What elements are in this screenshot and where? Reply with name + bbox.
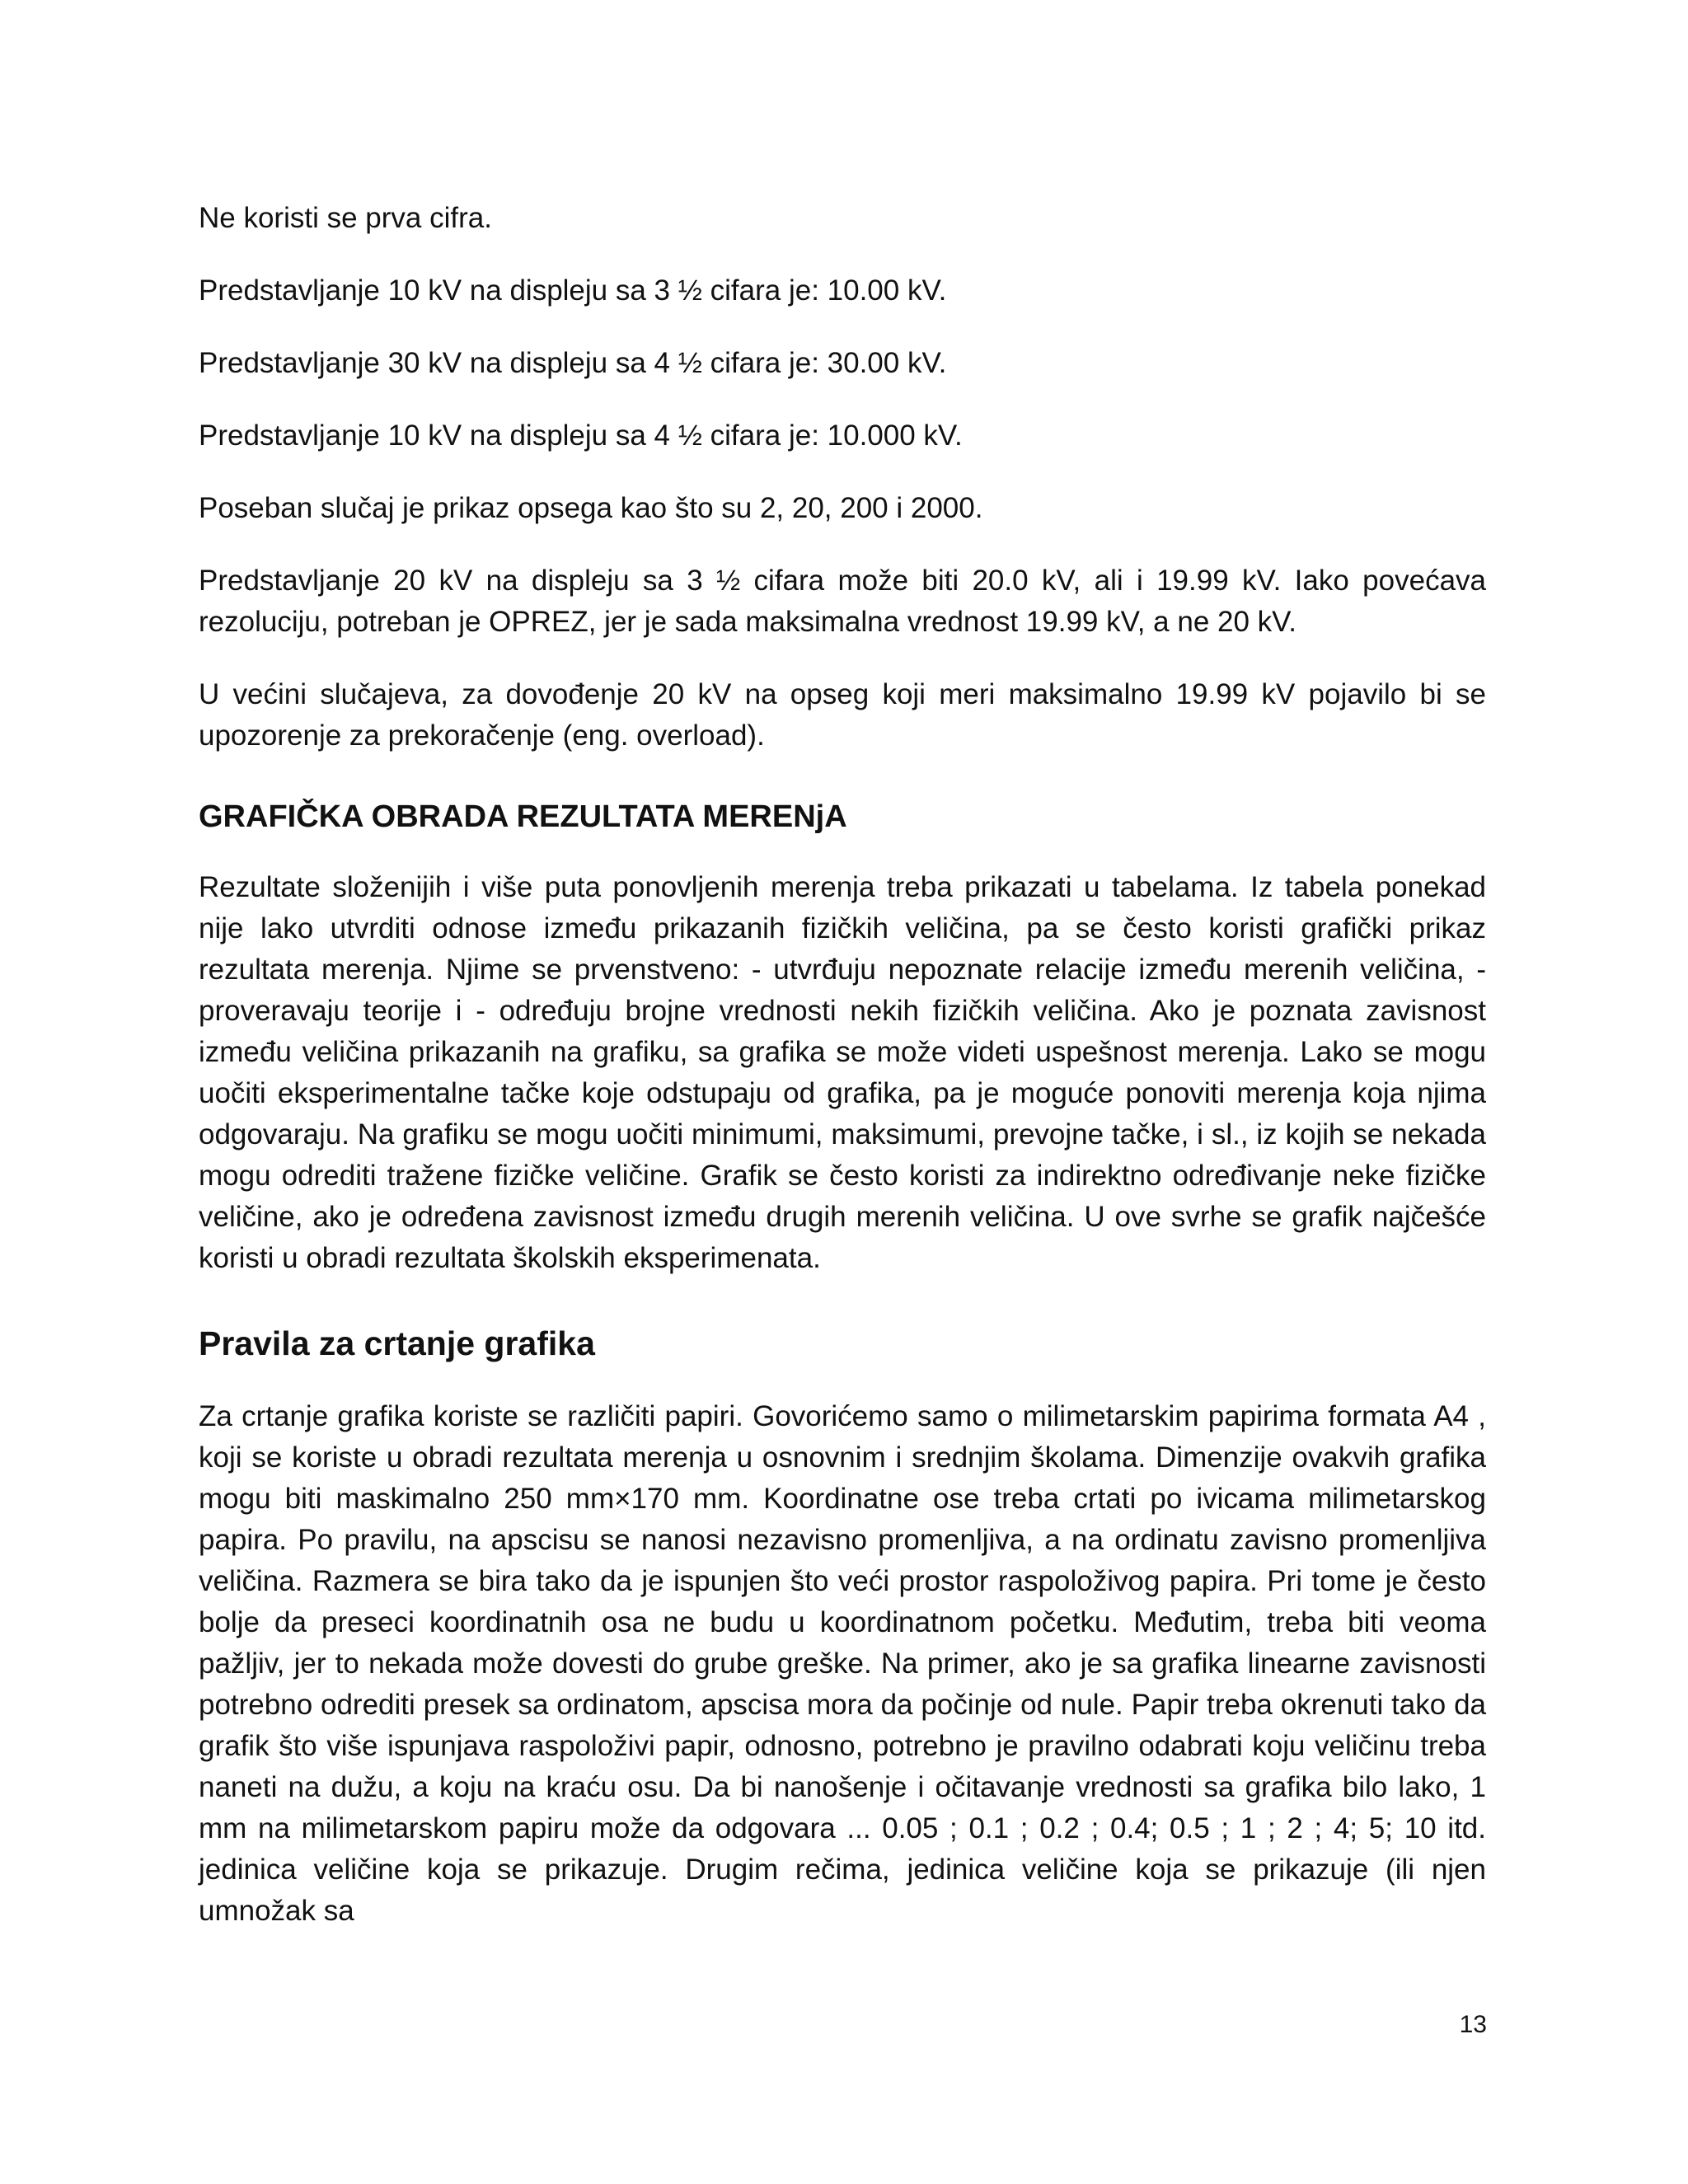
document-page [199, 198, 1486, 1963]
paragraph-30kv-4half: Predstavljanje 30 kV na displeju sa 4 ½ cifara je: 30.00 kV. [199, 347, 947, 379]
paragraph-overload: U većini slučajeva, za dovođenje 20 kV na opseg koji meri maksimalno 19.99 kV pojavilo bi se upozorenje za prekoračenje (eng. overload). [199, 678, 1486, 752]
paragraph-drawing-rules: Za crtanje grafika koriste se različiti papiri. Govorićemo samo o milimetarskim papirima formata A4 , koji se koriste u obradi rezultata merenja u osnovnim i srednjim školama. Dimenzije ovakvih grafika mogu biti maskimalno 250 mm×170 mm. Koordinatne ose treba crtati po ivicama milimetarskog papira. Po pravilu, na apscisu se nanosi nezavisno promenljiva, a na ordinatu zavisno promenljiva veličina. Razmera se bira tako da je ispunjen što veći prostor raspoloživog papira. Pri tome je često bolje da preseci koordinatnih osa ne budu u koordinatnom početku. Međutim, treba biti veoma pažljiv, jer to nekada može dovesti do grube greške. Na primer, ako je sa grafika linearne zavisnosti potrebno odrediti presek sa ordinatom, apscisa mora da počinje od nule. Papir treba okrenuti tako da grafik što više ispunjava raspoloživi papir, odnosno, potrebno je pravilno odabrati koju veličinu treba naneti na dužu, a koju na kraću osu. Da bi nanošenje i očitavanje vrednosti sa grafika bilo lako, 1 mm na milimetarskom papiru može da odgovara ... 0.05 ; 0.1 ; 0.2 ; 0.4; 0.5 ; 1 ; 2 ; 4; 5; 10 itd. jedinica veličine koja se prikazuje. Drugim rečima, jedinica veličine koja se prikazuje (ili njen umnožak sa [199, 1400, 1486, 1927]
paragraph-10kv-3half: Predstavljanje 10 kV na displeju sa 3 ½ cifara je: 10.00 kV. [199, 274, 947, 307]
paragraph-10kv-4half: Predstavljanje 10 kV na displeju sa 4 ½ cifara je: 10.000 kV. [199, 419, 963, 452]
paragraph-graphical-processing: Rezultate složenijih i više puta ponovljenih merenja treba prikazati u tabelama. Iz tabela ponekad nije lako utvrditi odnose između prikazanih fizičkih veličina, pa se često koristi grafički prikaz rezultata merenja. Njime se prvenstveno: - utvrđuju nepoznate relacije između merenih veličina, - proveravaju teorije i - određuju brojne vrednosti nekih fizičkih veličina. Ako je poznata zavisnost između veličina prikazanih na grafiku, sa grafika se može videti uspešnost merenja. Lako se mogu uočiti eksperimentalne tačke koje odstupaju od grafika, pa je moguće ponoviti merenja koja njima odgovaraju. Na grafiku se mogu uočiti minimumi, maksimumi, prevojne tačke, i sl., iz kojih se nekada mogu odrediti tražene fizičke veličine. Grafik se često koristi za indirektno određivanje neke fizičke veličine, ako je određena zavisnost između drugih merenih veličina. U ove svrhe se grafik najčešće koristi u obradi rezultata školskih eksperimenata. [199, 871, 1486, 1274]
page-number: 13 [1459, 2011, 1487, 2038]
section-heading-graphical-processing: GRAFIČKA OBRADA REZULTATA MERENjA [199, 799, 847, 834]
paragraph-first-digit: Ne koristi se prva cifra. [199, 202, 492, 234]
paragraph-20kv-caution: Predstavljanje 20 kV na displeju sa 3 ½ cifara može biti 20.0 kV, ali i 19.99 kV. Iako povećava rezoluciju, potreban je OPREZ, jer je sada maksimalna vrednost 19.99 kV, a ne 20 kV. [199, 565, 1486, 638]
section-heading-drawing-rules: Pravila za crtanje grafika [199, 1324, 595, 1362]
paragraph-special-range: Poseban slučaj je prikaz opsega kao što su 2, 20, 200 i 2000. [199, 492, 983, 524]
